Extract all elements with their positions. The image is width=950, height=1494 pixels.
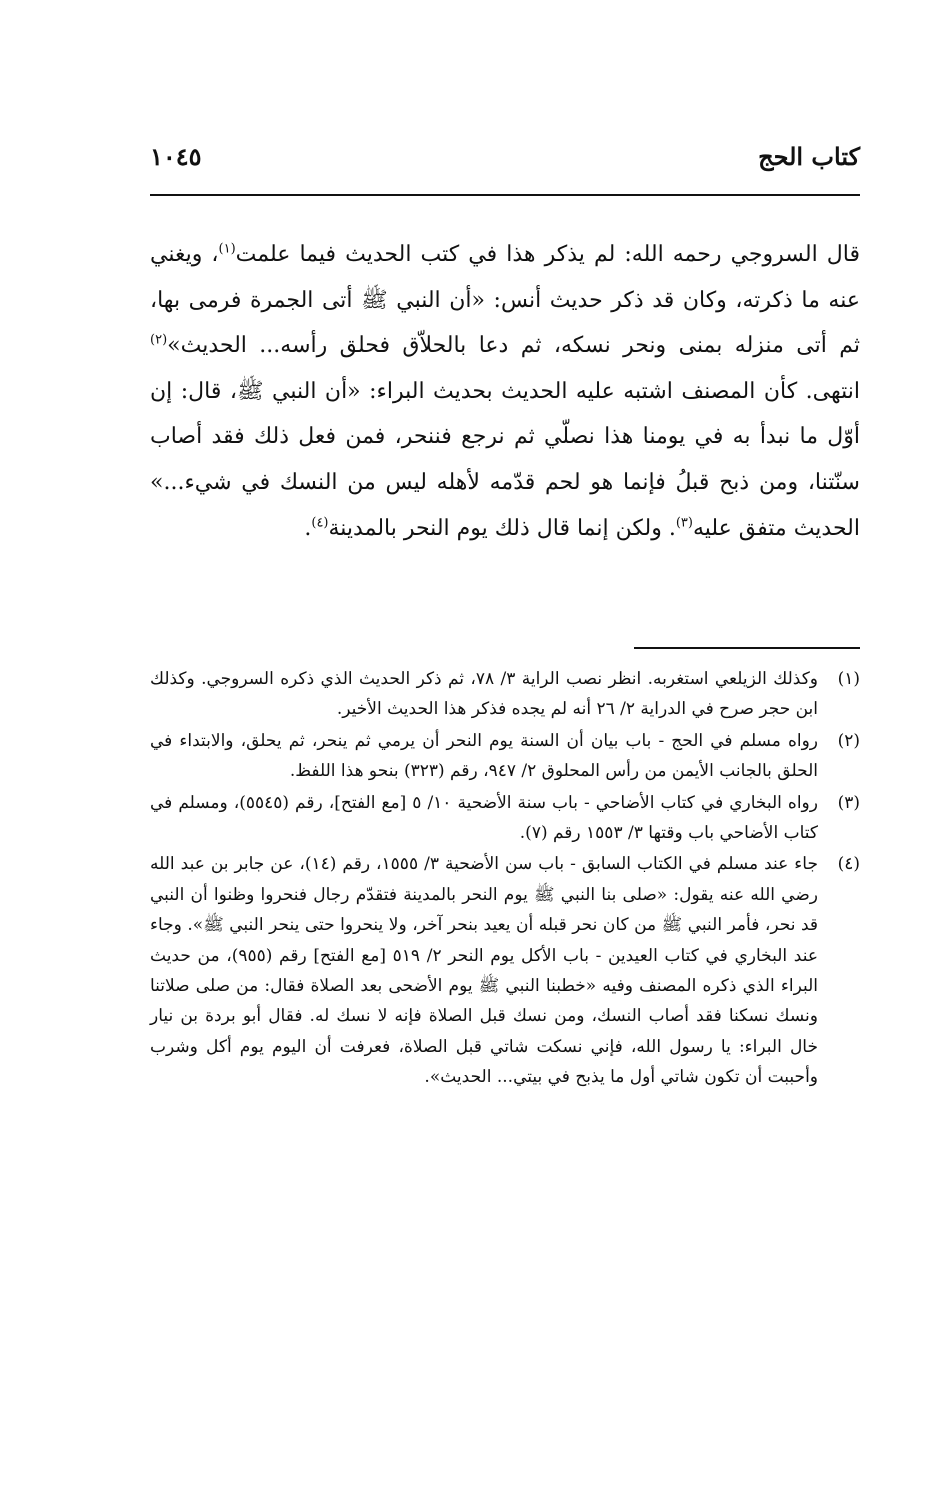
page-header [150,142,860,182]
main-paragraph [150,232,860,551]
main-text-segment: . [304,515,312,541]
main-text-segment: قال السروجي رحمه الله: لم يذكر هذا في كتب الحديث فيما علمت [235,242,861,267]
footnote-ref-1[interactable]: (١) [218,241,236,257]
running-title: كتاب الحج [758,142,860,171]
main-text-segment: انتهى. كأن المصنف اشتبه عليه الحديث بحديث البراء: «أن النبي ﷺ، قال: إن أوّل ما نبدأ به في يومنا هذا نصلّي ثم نرجع فننحر، فمن فعل ذلك فقد أصاب سنّتنا، ومن ذبح قبلُ فإنما هو لحم قدّمه لأهله ليس من النسك في شيء...» الحديث متفق عليه [150,378,860,541]
footnotes-list [150,664,860,1094]
page-number: ١٠٤٥ [150,142,202,171]
footnote-ref-3[interactable]: (٣) [675,515,693,531]
header-rule [150,194,860,196]
footnote-text: رواه مسلم في الحج - باب بيان أن السنة يوم النحر أن يرمي ثم ينحر، ثم يحلق، والابتداء في الحلق بالجانب الأيمن من رأس المحلوق ٢/ ٩٤٧، رقم (٣٢٣) بنحو هذا اللفظ. [150,730,818,782]
footnote-1 [150,664,860,725]
footnote-text: جاء عند مسلم في الكتاب السابق - باب سن الأضحية ٣/ ١٥٥٥، رقم (١٤)، عن جابر بن عبد الله رضي الله عنه يقول: «صلى بنا النبي ﷺ يوم النحر بالمدينة فتقدّم رجال فنحروا وظنوا أن النبي قد نحر، فأمر النبي ﷺ من كان نحر قبله أن يعيد بنحر آخر، ولا ينحروا حتى ينحر النبي ﷺ». وجاء عند البخاري في كتاب العيدين - باب الأكل يوم النحر ٢/ ٥١٩ [مع الفتح] رقم (٩٥٥)، من حديث البراء الذي ذكره المصنف وفيه «خطبنا النبي ﷺ يوم الأضحى بعد الصلاة فقال: من صلى صلاتنا ونسك نسكنا فقد أصاب النسك، ومن نسك قبل الصلاة فإنه لا نسك له. فقال أبو بردة بن نيار خال البراء: يا رسول الله، فإني نسكت شاتي قبل الصلاة، فعرفت أن اليوم يوم أكل وشرب وأحببت أن تكون شاتي أول ما يذبح في بيتي... الحديث». [150,854,818,1088]
main-text-segment: ، ويغني عنه ما ذكرته، وكان قد ذكر حديث أنس: «أن النبي ﷺ أتى الجمرة فرمى بها، ثم أتى منزله بمنى ونحر نسكه، ثم دعا بالحلاّق فحلق رأسه... الحديث» [150,242,860,359]
footnote-ref-2[interactable]: (٢) [150,332,168,348]
footnote-number: (١) [837,669,860,689]
footnote-ref-4[interactable]: (٤) [311,515,329,531]
footnote-number: (٣) [837,792,860,813]
footnote-text: رواه البخاري في كتاب الأضاحي - باب سنة الأضحية ١٠/ ٥ [مع الفتح]، رقم (٥٥٤٥)، ومسلم في كتاب الأضاحي باب وقتها ٣/ ١٥٥٣ رقم (٧). [150,792,818,844]
book-page [150,0,860,1494]
footnote-text: وكذلك الزيلعي استغربه. انظر نصب الراية ٣/ ٧٨، ثم ذكر الحديث الذي ذكره السروجي. وكذلك ابن حجر صرح في الدراية ٢/ ٢٦ أنه لم يجده فذكر هذا الحديث الأخير. [150,669,818,720]
footnote-3 [150,788,860,849]
main-text-segment: . ولكن إنما قال ذلك يوم النحر بالمدينة [328,515,676,541]
footnote-number: (٢) [837,730,860,751]
footnote-2 [150,726,860,787]
footnote-4 [150,849,860,1092]
footnote-number: (٤) [837,854,860,875]
footnote-separator [634,647,860,649]
